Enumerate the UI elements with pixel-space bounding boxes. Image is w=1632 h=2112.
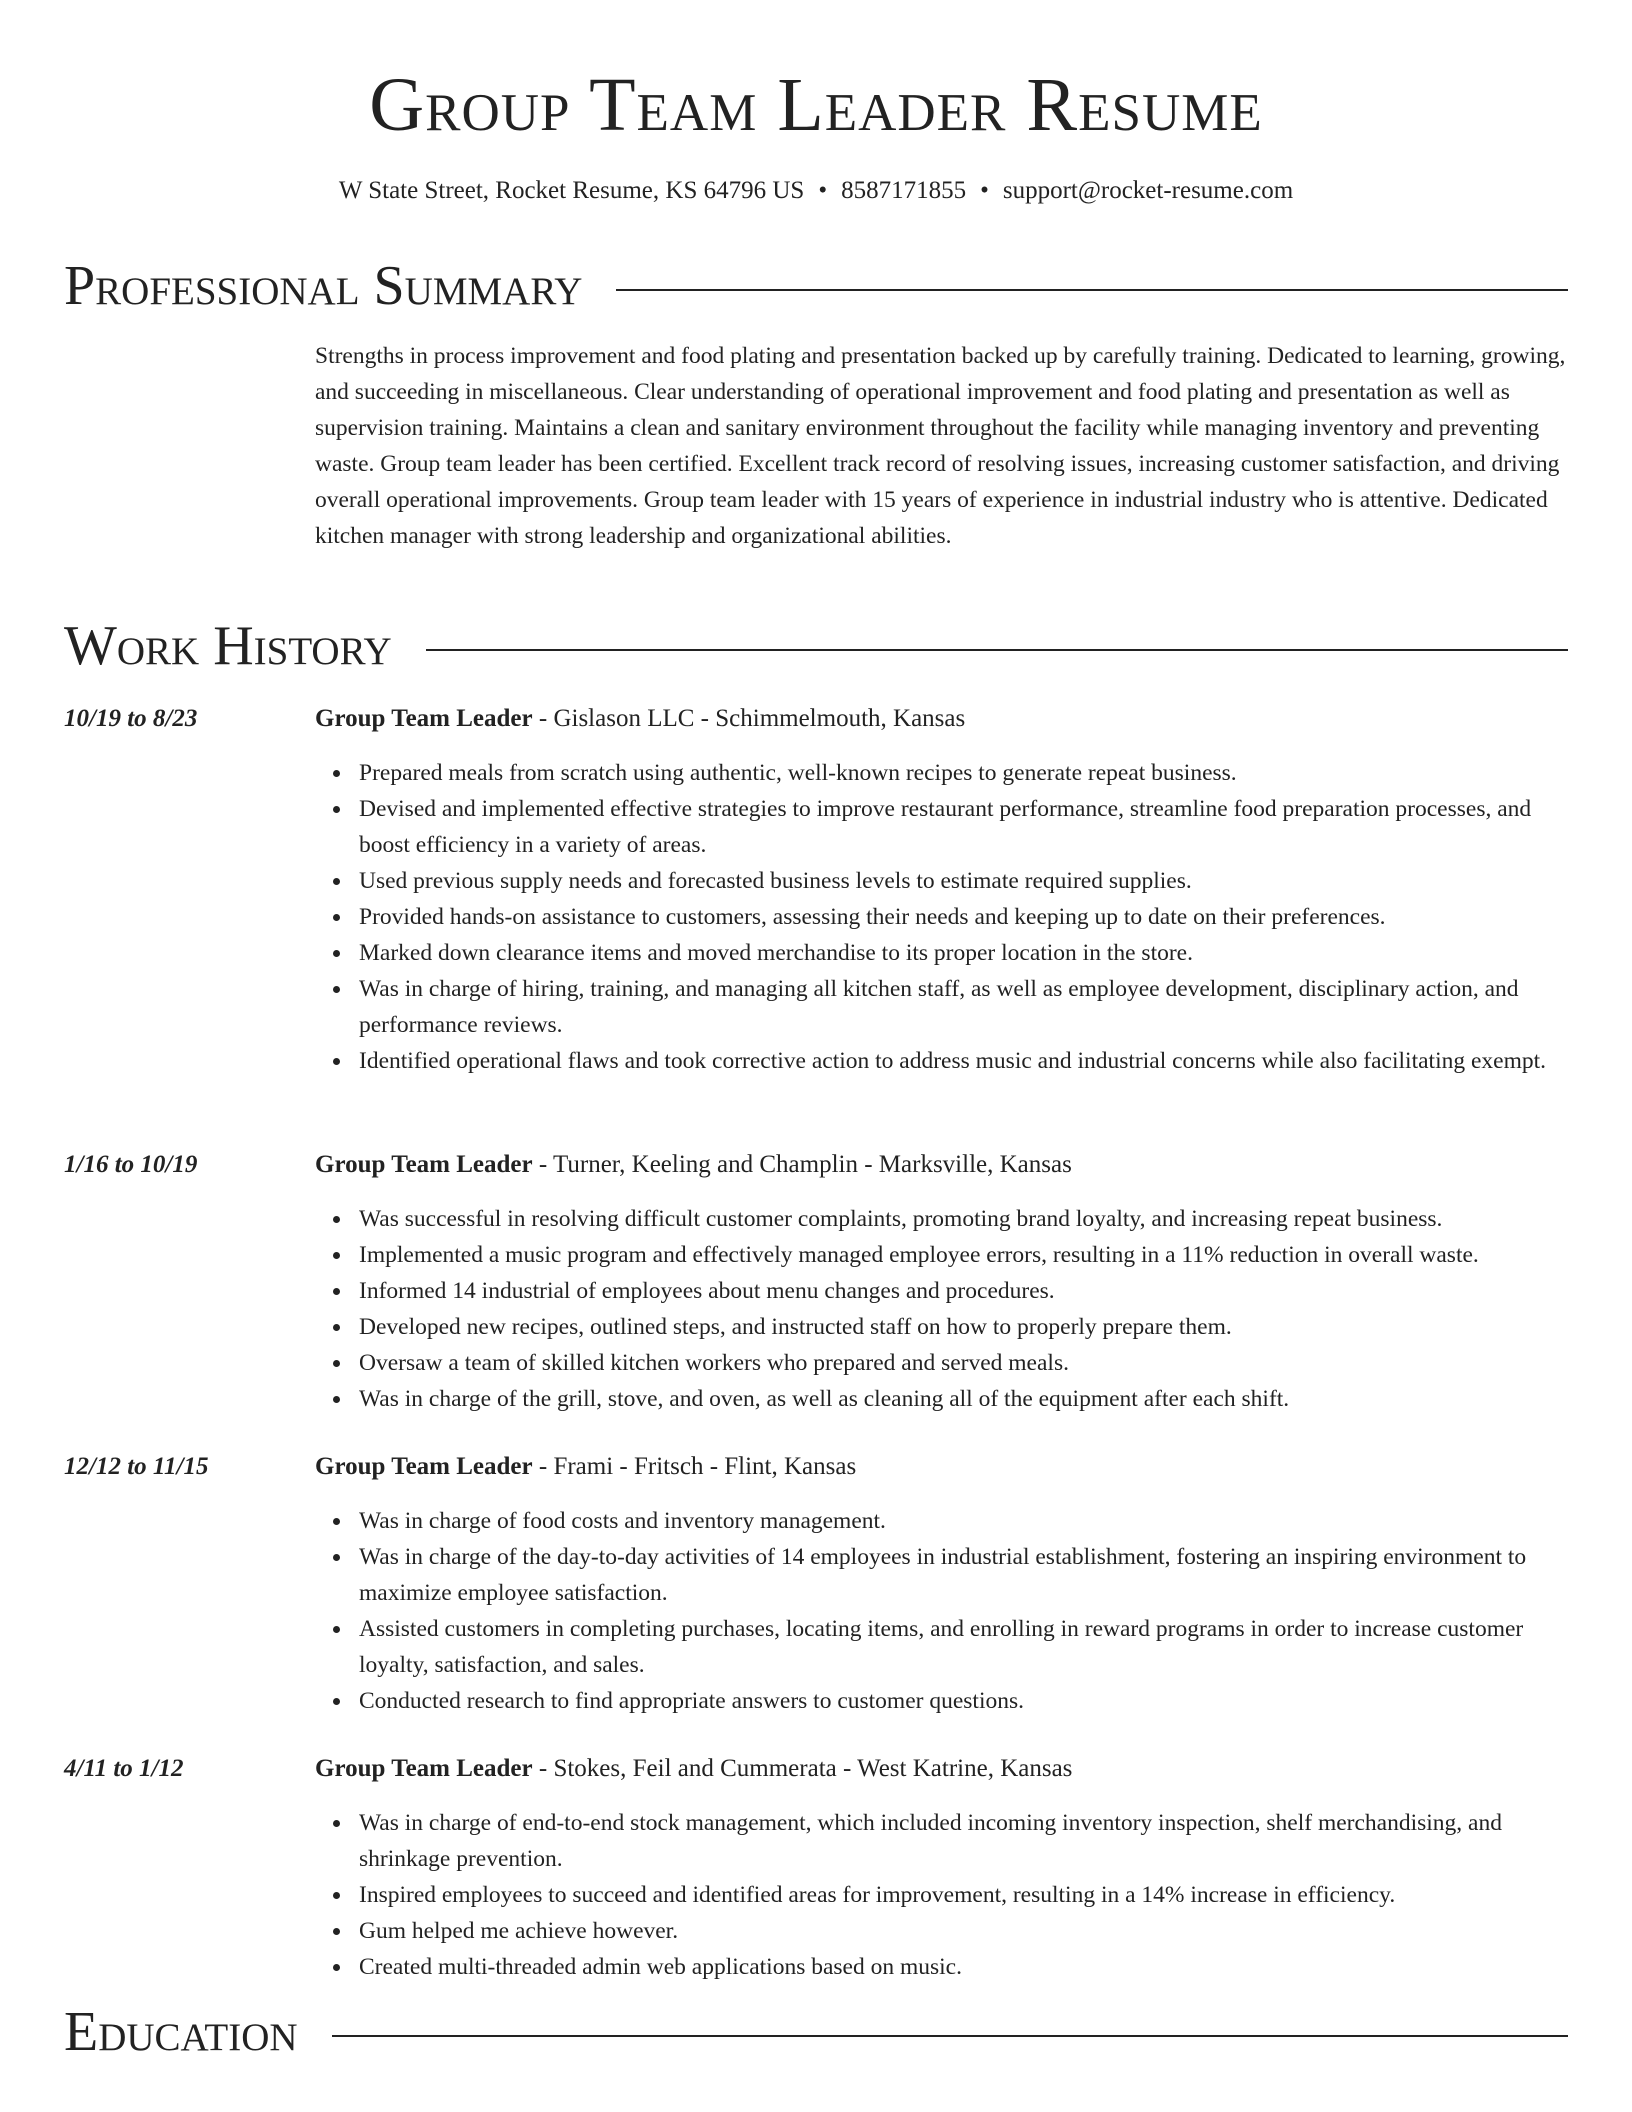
job-title: Group Team Leader	[315, 1453, 533, 1480]
contact-address: W State Street, Rocket Resume, KS 64796 US	[338, 177, 805, 204]
job-bullet: Informed 14 industrial of employees about menu changes and procedures.	[359, 1273, 1570, 1309]
job-details: - Gislason LLC - Schimmelmouth, Kansas	[532, 705, 966, 732]
job-title: Group Team Leader	[315, 1755, 533, 1782]
job-details: - Frami - Fritsch - Flint, Kansas	[532, 1453, 857, 1480]
section-title: Education	[64, 2001, 298, 2063]
job-bullet: Assisted customers in completing purchases, locating items, and enrolling in reward programs in order to increase customer loyalty, satisfaction, and sales.	[359, 1611, 1570, 1683]
job-bullet: Provided hands-on assistance to customers, assessing their needs and keeping up to date on their preferences.	[359, 899, 1570, 935]
resume-title: Group Team Leader Resume	[369, 63, 1263, 147]
contact-separator: •	[818, 177, 828, 204]
job-dates: 1/16 to 10/19	[64, 1151, 198, 1178]
job-dates: 10/19 to 8/23	[64, 705, 198, 732]
job-bullets	[315, 1805, 1570, 1985]
job-bullet: Implemented a music program and effectively managed employee errors, resulting in a 11% reduction in overall waste.	[359, 1237, 1570, 1273]
job-dates: 12/12 to 11/15	[64, 1453, 209, 1480]
job-bullet: Used previous supply needs and forecasted business levels to estimate required supplies.	[359, 863, 1570, 899]
job-bullet: Developed new recipes, outlined steps, and instructed staff on how to properly prepare them.	[359, 1309, 1570, 1345]
job-details: - Turner, Keeling and Champlin - Marksville, Kansas	[532, 1151, 1072, 1178]
job-bullet: Created multi-threaded admin web applications based on music.	[359, 1949, 1570, 1985]
job-heading	[315, 1751, 1072, 1787]
job-bullet: Devised and implemented effective strategies to improve restaurant performance, streamline food preparation processes, and boost efficiency in a variety of areas.	[359, 791, 1570, 863]
section-header-education	[64, 2002, 1568, 2062]
contact-line	[0, 174, 1632, 208]
job-bullets	[315, 1503, 1570, 1719]
job-bullet: Inspired employees to succeed and identified areas for improvement, resulting in a 14% increase in efficiency.	[359, 1877, 1570, 1913]
job-title: Group Team Leader	[315, 1151, 533, 1178]
section-divider	[332, 2035, 1568, 2037]
job-bullet: Identified operational flaws and took corrective action to address music and industrial concerns while also facilitating exempt.	[359, 1043, 1570, 1079]
summary-paragraph: Strengths in process improvement and food plating and presentation backed up by carefully training. Dedicated to learning, growing, and succeeding in miscellaneous. Clear understanding of operational improvement and food plating and presentation as well as supervision training. Maintains a clean and sanitary environment throughout the facility while managing inventory and preventing waste. Group team leader has been certified. Excellent track record of resolving issues, increasing customer satisfaction, and driving overall operational improvements. Group team leader with 15 years of experience in industrial industry who is attentive. Dedicated kitchen manager with strong leadership and organizational abilities.	[315, 343, 1566, 549]
job-heading	[315, 701, 965, 737]
job-heading	[315, 1147, 1072, 1183]
contact-email[interactable]: support@rocket-resume.com	[1002, 177, 1294, 204]
section-header-work-history	[64, 616, 1568, 676]
job-bullet: Gum helped me achieve however.	[359, 1913, 1570, 1949]
job-bullets	[315, 1201, 1570, 1417]
job-bullet: Was in charge of the day-to-day activities of 14 employees in industrial establishment, fostering an inspiring environment to maximize employee satisfaction.	[359, 1539, 1570, 1611]
job-dates: 4/11 to 1/12	[64, 1755, 184, 1782]
job-bullet: Was successful in resolving difficult customer complaints, promoting brand loyalty, and increasing repeat business.	[359, 1201, 1570, 1237]
job-bullet: Was in charge of hiring, training, and managing all kitchen staff, as well as employee development, disciplinary action, and performance reviews.	[359, 971, 1570, 1043]
contact-phone: 8587171855	[841, 177, 967, 204]
job-bullet: Oversaw a team of skilled kitchen workers who prepared and served meals.	[359, 1345, 1570, 1381]
job-bullet: Conducted research to find appropriate answers to customer questions.	[359, 1683, 1570, 1719]
job-bullet: Was in charge of end-to-end stock management, which included incoming inventory inspection, shelf merchandising, and shrinkage prevention.	[359, 1805, 1570, 1877]
section-header-summary	[64, 256, 1568, 316]
section-title: Professional Summary	[64, 255, 583, 317]
job-bullet: Prepared meals from scratch using authentic, well-known recipes to generate repeat business.	[359, 755, 1570, 791]
contact-separator: •	[980, 177, 989, 204]
section-title: Work History	[64, 615, 392, 677]
job-bullets	[315, 755, 1570, 1079]
job-title: Group Team Leader	[315, 705, 533, 732]
section-divider	[616, 289, 1568, 291]
job-heading	[315, 1449, 856, 1485]
section-divider	[426, 649, 1568, 651]
job-details: - Stokes, Feil and Cummerata - West Katrine, Kansas	[532, 1755, 1073, 1782]
job-bullet: Was in charge of the grill, stove, and oven, as well as cleaning all of the equipment after each shift.	[359, 1381, 1570, 1417]
job-bullet: Marked down clearance items and moved merchandise to its proper location in the store.	[359, 935, 1570, 971]
job-bullet: Was in charge of food costs and inventory management.	[359, 1503, 1570, 1539]
